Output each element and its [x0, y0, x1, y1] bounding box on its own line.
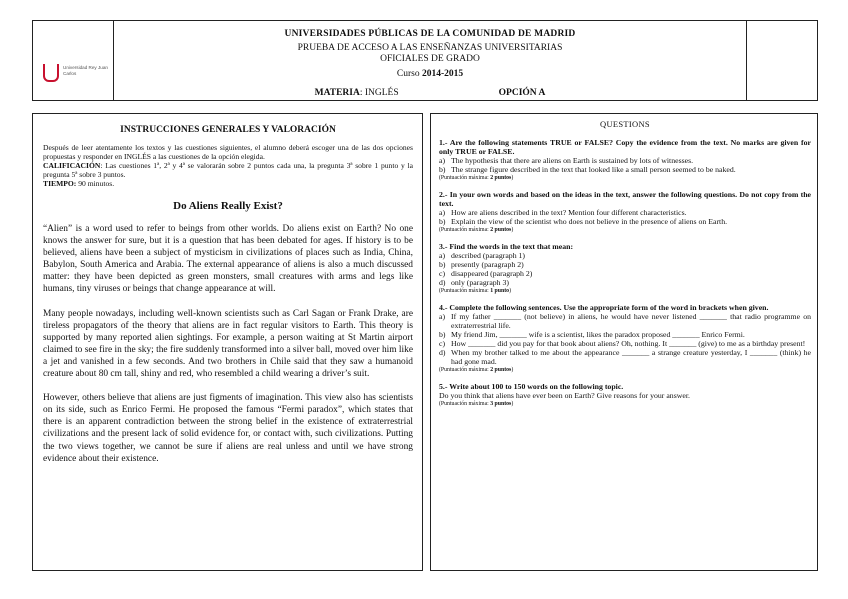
question-1 [439, 138, 811, 182]
instructions-body: Después de leer atentamente los textos y las cuestiones siguientes, el alumno deberá escoger una de las dos opciones propuestas y responder en INGLÉS a las cuestiones de la opción elegida. CALIFICACIÓN: Las cuestiones 1ª, 2ª y 4ª se valorarán sobre 2 puntos cada una, la pregunta 3ª sobre 1 punto y la pregunta 5ª sobre 3 puntos. TIEMPO: 90 minutos. [43, 143, 413, 188]
question-item: a) described (paragraph 1) [439, 251, 526, 260]
header-title-block [114, 21, 746, 100]
question-title: 1.- Are the following statements TRUE or FALSE? Copy the evidence from the text. No marks are given for only TRUE or FALSE. [439, 138, 811, 156]
question-score: (Puntuación máxima: 1 punto) [439, 288, 511, 294]
article-paragraph-1: “Alien” is a word used to refer to beings from other worlds. Do aliens exist on Earth? No one knows the answer for sure, but it is a question that has been debated for ages. If history is to be believed, aliens have been a subject of mysticism in civilizations of places such as India, China, Babylon, South America and Arabia. The external appearance of aliens is also a much discussed matter: they have been depicted as green monsters, small creatures with arms and legs like humans, tiny viruses or beings that change appearance at will. [43, 224, 413, 295]
question-item: a) How are aliens described in the text? Mention four different characteristics. [439, 208, 687, 217]
exam-header [32, 20, 818, 101]
question-score: (Puntuación máxima: 3 puntos) [439, 401, 514, 407]
question-title: 4.- Complete the following sentences. Use the appropriate form of the word in brackets when given. [439, 303, 769, 312]
question-item: c) How _______ did you pay for that book about aliens? Oh, nothing. It _______ (give) to me as a birthday present! [439, 339, 806, 348]
question-item: a) If my father _______ (not believe) in aliens, he would have never listened _______ that radio programme on extraterrestrial life. [439, 312, 811, 330]
question-item: b) Explain the view of the scientist who does not believe in the presence of aliens on Earth. [439, 217, 728, 226]
header-right-cell [746, 21, 817, 100]
question-title: 3.- Find the words in the text that mean: [439, 242, 574, 251]
question-item: b) presently (paragraph 2) [439, 260, 524, 269]
urjc-logo-icon [43, 64, 59, 82]
instructions-title: INSTRUCCIONES GENERALES Y VALORACIÓN [120, 125, 336, 135]
question-item: c) disappeared (paragraph 2) [439, 269, 533, 278]
question-3 [439, 242, 811, 295]
question-item: b) My friend Jim, _______ wife is a scientist, likes the paradox proposed _______ Enrico Fermi. [439, 330, 745, 339]
exam-title: PRUEBA DE ACCESO A LAS ENSEÑANZAS UNIVERSITARIAS OFICIALES DE GRADO [297, 43, 563, 64]
question-5 [439, 382, 811, 408]
question-title: 2.- In your own words and based on the ideas in the text, answer the following questions. Do not copy from the text. [439, 190, 811, 208]
question-item: b) The strange figure described in the text that looked like a small person seemed to be naked. [439, 165, 736, 174]
article-title: Do Aliens Really Exist? [173, 200, 283, 212]
university-logo [33, 21, 114, 100]
text-column [32, 113, 423, 571]
question-item: a) The hypothesis that there are aliens on Earth is sustained by lots of witnesses. [439, 156, 694, 165]
question-item: d) only (paragraph 3) [439, 278, 510, 287]
article-paragraph-2: Many people nowadays, including well-known scientists such as Carl Sagan or Frank Drake, are tireless propagators of the theory that aliens are in fact regular visitors to Earth. This theory is supported by many reported alien sightings. For example, a person waiting at St Martin airport claimed to see fire in the sky; the fire suddenly transformed into a silver ball, moved over him like a jet and vanished in a few seconds. And two brothers in Chile said that they saw a humanoid creature about 80 cm tall, shiny and red, who resembled a child wearing a driver’s suit. [43, 308, 413, 380]
course-line: Curso 2014-2015 [396, 69, 464, 79]
questions-column [430, 113, 818, 571]
question-score: (Puntuación máxima: 2 puntos) [439, 367, 514, 373]
option-label: OPCIÓN A [498, 88, 546, 98]
logo-text: Universidad Rey Juan Carlos [63, 65, 108, 76]
question-title: 5.- Write about 100 to 150 words on the following topic. [439, 382, 624, 391]
question-score: (Puntuación máxima: 2 puntos) [439, 175, 514, 181]
question-item: d) When my brother talked to me about the appearance _______ a strange creature yesterday, I _______ (think) he had gone mad. [439, 348, 811, 366]
article-paragraph-3: However, others believe that aliens are just figments of imagination. This view also has scientists on its side, such as Enrico Fermi. He proposed the famous “Fermi paradox”, which states that there is an apparent contradiction between the strong belief in the existence of extraterrestrial civilizations and the present lack of solid evidence for, or contact with, such civilizations. Putting the two views together, we cannot be sure if aliens are real unless and until we have strong evidence about their existence. [43, 393, 413, 464]
question-prompt: Do you think that aliens have ever been on Earth? Give reasons for your answer. [439, 391, 690, 400]
question-4 [439, 303, 811, 374]
questions-header: QUESTIONS [600, 119, 650, 129]
question-2 [439, 190, 811, 234]
materia-line: MATERIA: INGLÉS OPCIÓN A [314, 88, 546, 98]
question-score: (Puntuación máxima: 2 puntos) [439, 227, 514, 233]
university-title: UNIVERSIDADES PÚBLICAS DE LA COMUNIDAD DE MADRID [284, 29, 576, 39]
